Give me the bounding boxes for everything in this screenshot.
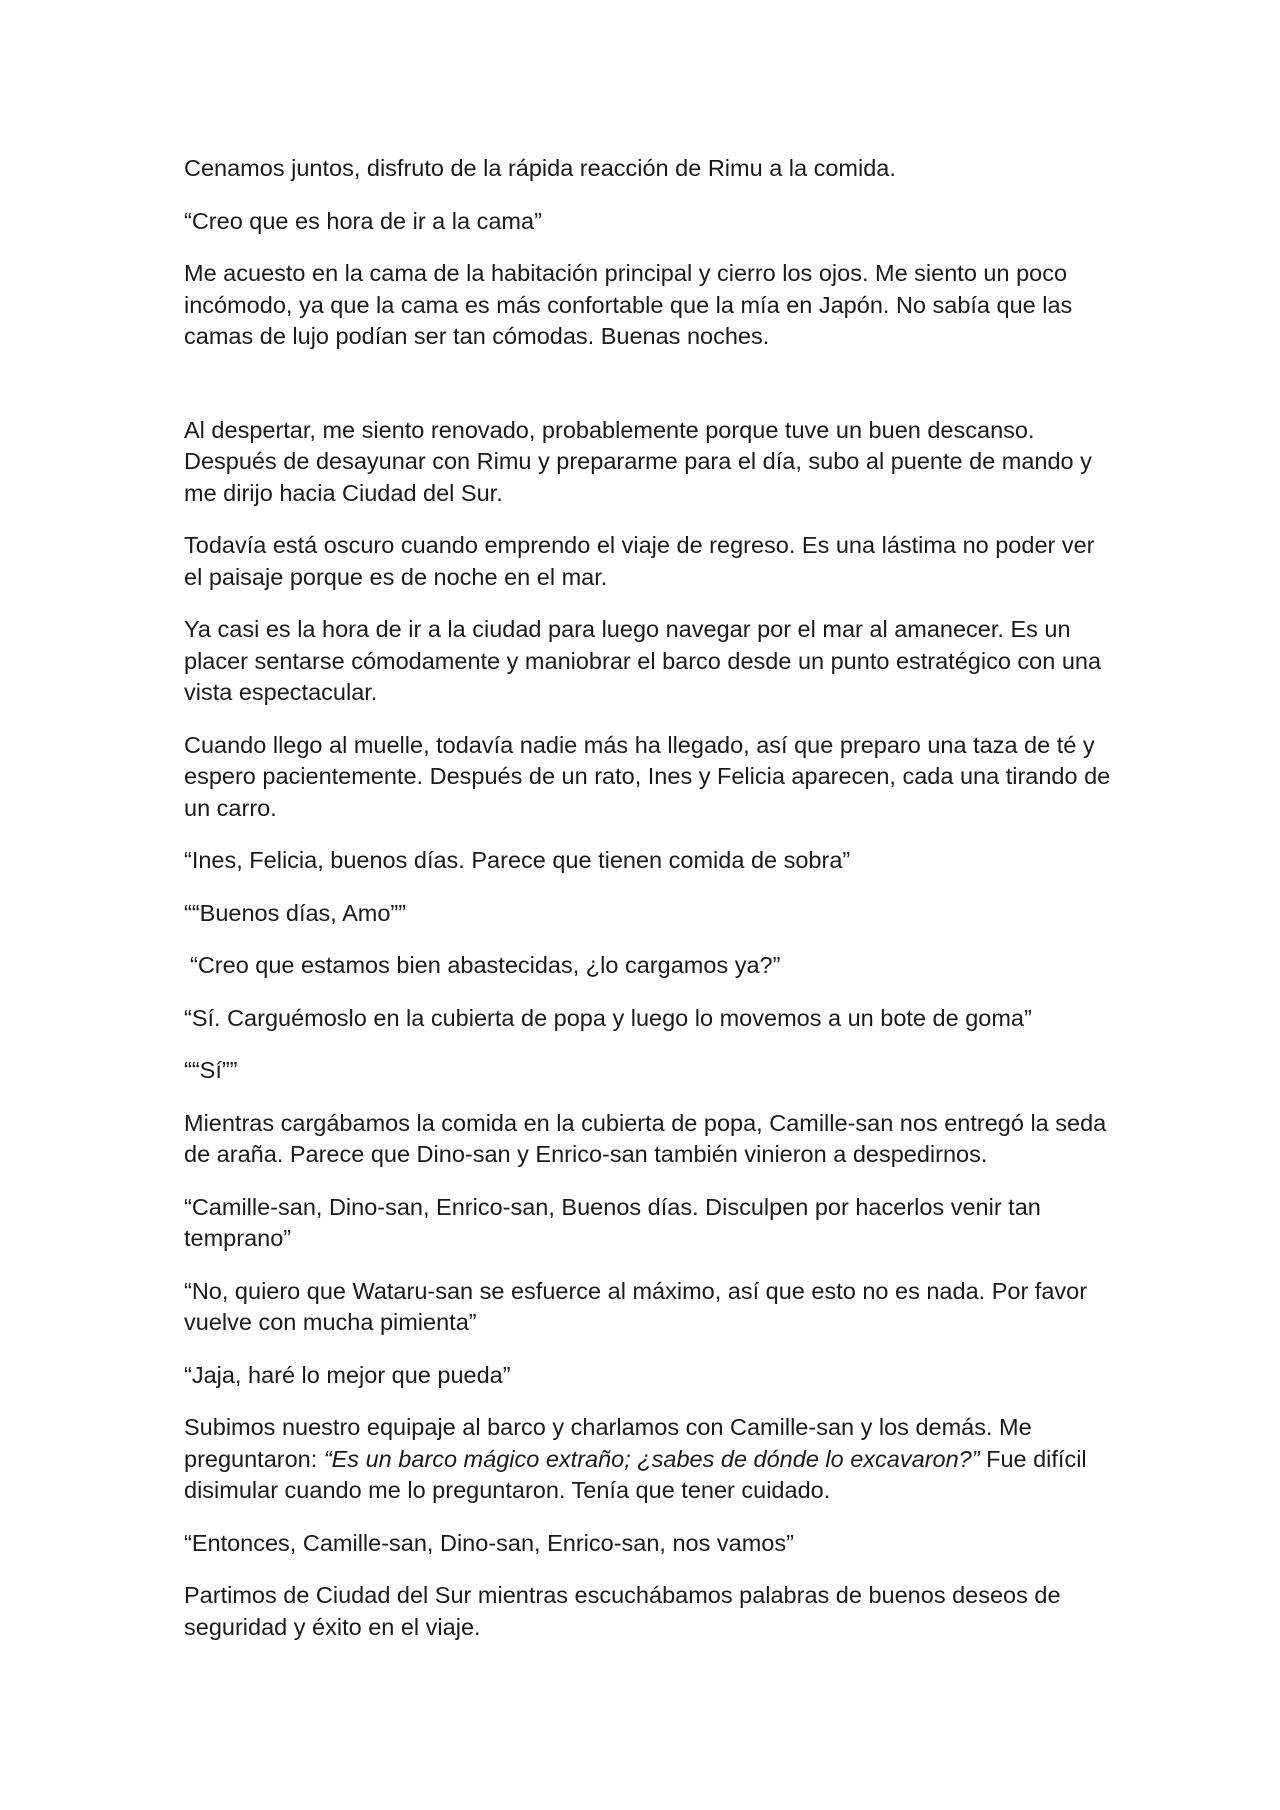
paragraph-dialogue: “Creo que es hora de ir a la cama”	[184, 207, 542, 234]
paragraph: Partimos de Ciudad del Sur mientras escuchábamos palabras de buenos deseos de seguridad y éxito en el viaje.	[184, 1582, 1061, 1640]
paragraph: Al despertar, me siento renovado, probablemente porque tuve un buen descanso. Después de desayunar con Rimu y prepararme para el día, subo al puente de mando y me dirijo hacia Ciudad del Sur.	[184, 416, 1092, 506]
paragraph-dialogue: “Creo que estamos bien abastecidas, ¿lo cargamos ya?”	[190, 952, 781, 978]
paragraph: Cenamos juntos, disfruto de la rápida reacción de Rimu a la comida.	[184, 155, 896, 181]
body-text	[184, 153, 1114, 1664]
paragraph: Cuando llego al muelle, todavía nadie más ha llegado, así que preparo una taza de té y espero pacientemente. Después de un rato, Ines y Felicia aparecen, cada una tirando de un carro.	[184, 731, 1111, 821]
paragraph-dialogue: “No, quiero que Wataru-san se esfuerce al máximo, así que esto no es nada. Por favor vuelve con mucha pimienta”	[184, 1277, 1088, 1335]
paragraph-dialogue: “Entonces, Camille-san, Dino-san, Enrico-san, nos vamos”	[184, 1529, 794, 1556]
paragraph: Todavía está oscuro cuando emprendo el viaje de regreso. Es una lástima no poder ver el paisaje porque es de noche en el mar.	[184, 532, 1095, 590]
paragraph: Me acuesto en la cama de la habitación principal y cierro los ojos. Me siento un poco incómodo, ya que la cama es más confortable que la mía en Japón. No sabía que las camas de lujo podían ser tan cómodas. Buenas noches.	[184, 260, 1073, 349]
paragraph: Ya casi es la hora de ir a la ciudad para luego navegar por el mar al amanecer. Es un placer sentarse cómodamente y maniobrar el barco desde un punto estratégico con una vista espectacular.	[184, 616, 1102, 705]
paragraph-segment: Fue difícil disimular cuando me lo preguntaron. Tenía que tener cuidado.	[184, 1445, 1087, 1503]
paragraph-segment: Subimos nuestro equipaje al barco y charlamos con Camille-san y los demás. Me preguntaron:	[184, 1414, 1032, 1472]
paragraph-dialogue: “Camille-san, Dino-san, Enrico-san, Buenos días. Disculpen por hacerlos venir tan temprano”	[184, 1193, 1041, 1251]
paragraph-dialogue: “Ines, Felicia, buenos días. Parece que tienen comida de sobra”	[184, 847, 851, 873]
paragraph-dialogue: “Sí. Carguémoslo en la cubierta de popa y luego lo movemos a un bote de goma”	[184, 1004, 1032, 1031]
paragraph: Mientras cargábamos la comida en la cubierta de popa, Camille-san nos entregó la seda de araña. Parece que Dino-san y Enrico-san también vinieron a despedirnos.	[184, 1109, 1107, 1167]
paragraph-with-italic-quote	[184, 1412, 1114, 1507]
paragraph-dialogue: ““Buenos días, Amo””	[184, 899, 407, 926]
italic-quote: “Es un barco mágico extraño; ¿sabes de dónde lo excavaron?”	[323, 1445, 980, 1472]
paragraph-dialogue: “Jaja, haré lo mejor que pueda”	[184, 1361, 511, 1388]
paragraph-dialogue: ““Sí””	[184, 1057, 238, 1083]
